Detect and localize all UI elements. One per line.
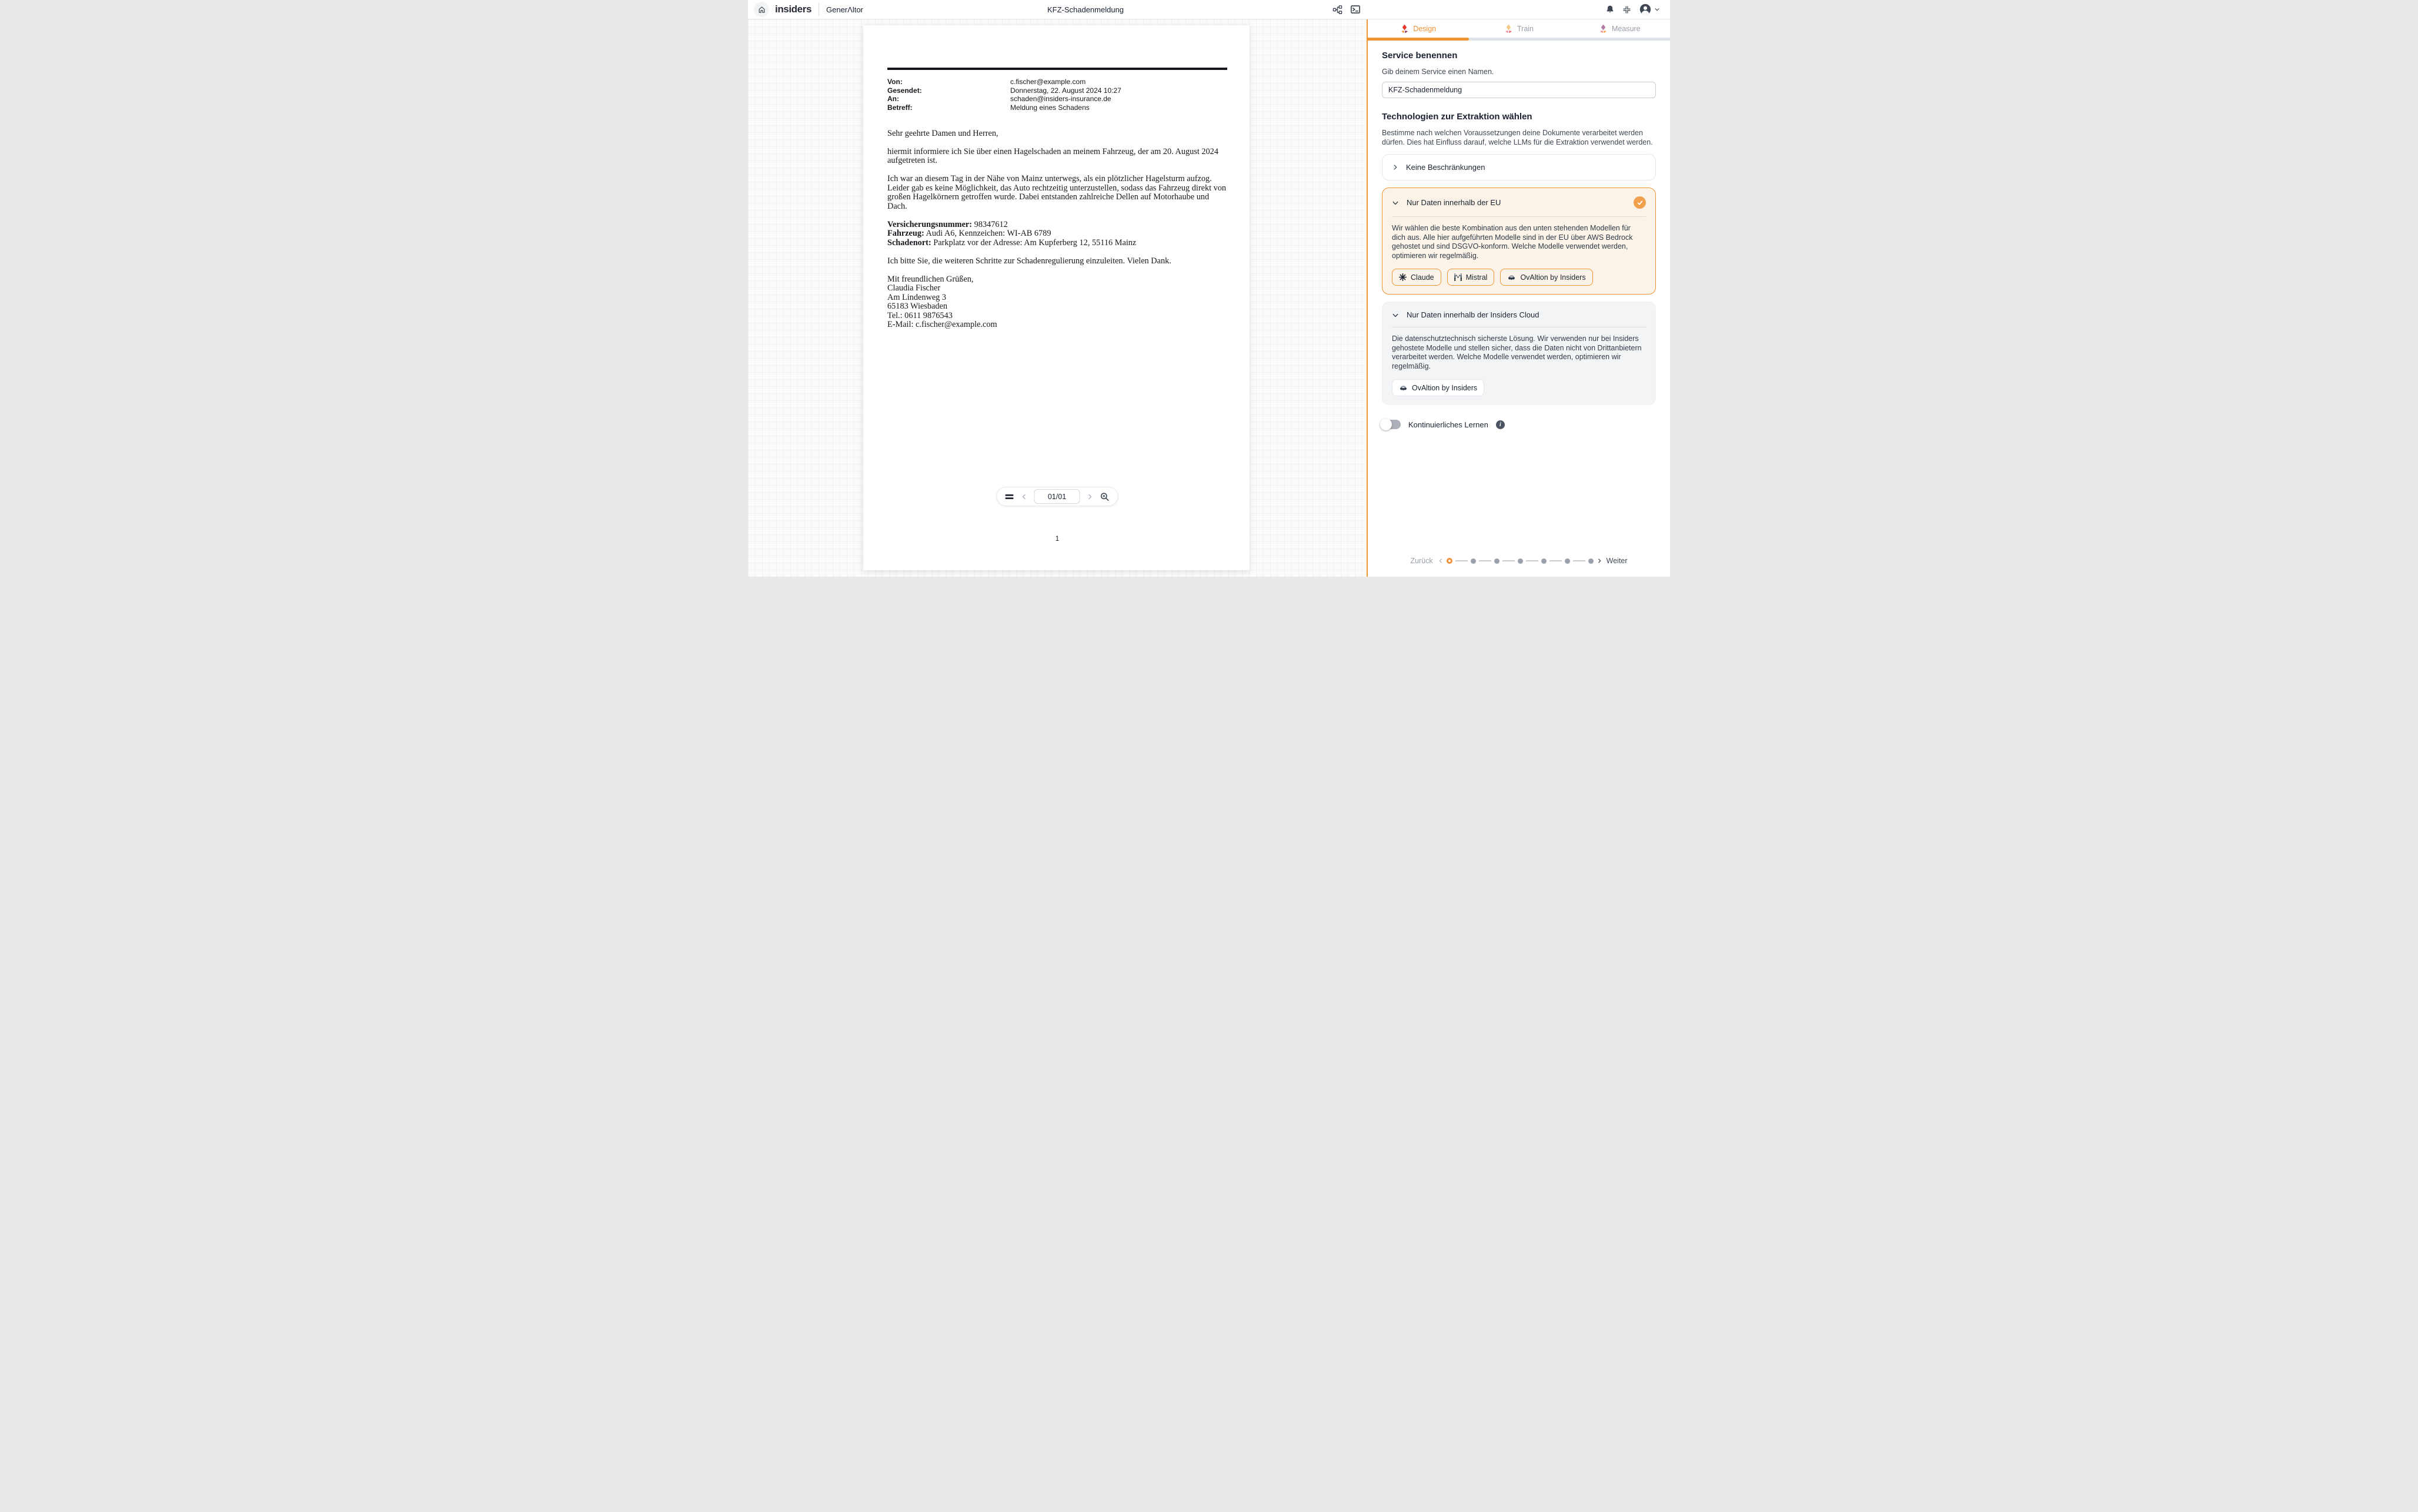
detail-value: Audi A6, Kennzeichen: WI-AB 6789 xyxy=(926,229,1051,239)
zoom-in-icon xyxy=(1100,492,1110,501)
signature-line: 65183 Wiesbaden xyxy=(887,302,947,312)
continuous-learning-row xyxy=(1382,420,1656,429)
tab-label: Train xyxy=(1517,24,1534,33)
model-chip-ovaltion[interactable] xyxy=(1392,379,1484,396)
signature-block xyxy=(887,275,1227,330)
tab-label: Measure xyxy=(1612,24,1641,33)
option-label: Nur Daten innerhalb der EU xyxy=(1407,198,1501,207)
step-dot xyxy=(1471,558,1476,564)
flower-logo-icon xyxy=(1599,24,1608,34)
tab-train[interactable] xyxy=(1468,19,1569,38)
chevron-right-icon[interactable] xyxy=(1597,558,1602,564)
salutation: Sehr geehrte Damen und Herren, xyxy=(887,128,998,138)
model-chip-mistral[interactable] xyxy=(1447,269,1495,286)
paragraph: hiermit informiere ich Sie über einen Hagelschaden an meinem Fahrzeug, der am 20. August 2024 aufgetreten ist. xyxy=(887,146,1218,166)
document-workspace xyxy=(748,19,1367,577)
option-cloud-description: Die datenschutztechnisch sicherste Lösung. Wir verwenden nur bei Insiders gehostete Modelle und stellen sicher, dass die Daten nicht von Drittanbietern verarbeitet werden. Welche Modelle verwendet werden, optimieren wir regelmäßig. xyxy=(1392,334,1642,370)
email-header-label: An: xyxy=(887,95,899,103)
paragraph: Ich war an diesem Tag in der Nähe von Mainz unterwegs, als ein plötzlicher Hagelsturm aufzog. Leider gab es keine Möglichkeit, das Auto rechtzeitig unterzustellen, sodass das Fahrzeug direkt von großen Hagelkörnern getroffen wurde. Dabei entstanden zahlreiche Dellen auf Motorhaube und Dach. xyxy=(887,174,1227,211)
back-button[interactable]: Zurück xyxy=(1410,557,1433,565)
model-chip-ovaltion[interactable] xyxy=(1500,269,1592,286)
bell-icon xyxy=(1605,5,1615,14)
option-eu-only xyxy=(1382,188,1656,295)
page-menu-button[interactable] xyxy=(1006,493,1014,500)
card-divider xyxy=(1392,216,1646,217)
terminal-button[interactable] xyxy=(1350,4,1361,15)
model-chip-claude[interactable] xyxy=(1392,269,1441,286)
wizard-footer xyxy=(1368,557,1670,577)
selected-check-badge xyxy=(1634,196,1646,209)
option-label: Keine Beschränkungen xyxy=(1406,163,1485,172)
info-icon[interactable]: i xyxy=(1496,420,1505,429)
tech-subtitle: Bestimme nach welchen Voraussetzungen deine Dokumente verarbeitet werden dürfen. Dies hat Einfluss darauf, welche LLMs für die Extraktion verwendet werden. xyxy=(1382,129,1653,146)
option-label: Nur Daten innerhalb der Insiders Cloud xyxy=(1407,310,1539,319)
collapse-icon xyxy=(1622,5,1631,14)
step-connector xyxy=(1573,560,1585,561)
signature-line: Tel.: 0611 9876543 xyxy=(887,310,953,320)
step-connector xyxy=(1526,560,1538,561)
detail-label: Versicherungsnummer: xyxy=(887,219,973,229)
detail-value: 98347612 xyxy=(974,219,1008,229)
model-label: Claude xyxy=(1411,273,1434,282)
ovaltion-icon xyxy=(1399,383,1408,392)
ovaltion-icon xyxy=(1507,273,1516,282)
option-insiders-cloud xyxy=(1382,302,1656,405)
flower-logo-icon xyxy=(1504,24,1513,34)
page-indicator[interactable]: 01/01 xyxy=(1034,489,1080,504)
email-header-value: c.fischer@example.com xyxy=(1010,78,1086,86)
home-icon xyxy=(758,6,766,14)
step-dot xyxy=(1494,558,1499,564)
step-current xyxy=(1447,558,1452,564)
email-header-value: Donnerstag, 22. August 2024 10:27 xyxy=(1010,86,1121,95)
notifications-button[interactable] xyxy=(1605,5,1615,14)
tab-measure[interactable] xyxy=(1569,19,1670,38)
chevron-left-icon xyxy=(1021,493,1028,500)
config-panel xyxy=(1367,19,1670,577)
email-header xyxy=(887,78,1227,112)
home-button[interactable] xyxy=(754,2,769,17)
previous-page-button[interactable] xyxy=(1021,493,1028,500)
terminal-icon xyxy=(1350,4,1361,15)
step-connector xyxy=(1502,560,1515,561)
service-heading: Service benennen xyxy=(1382,51,1458,61)
tab-active-underline xyxy=(1368,38,1469,41)
detail-value: Parkplatz vor der Adresse: Am Kupferberg 12, 55116 Mainz xyxy=(933,237,1137,247)
app-window xyxy=(748,0,1670,577)
option-eu-header[interactable] xyxy=(1392,196,1646,209)
avatar-icon xyxy=(1639,3,1652,16)
chevron-right-icon xyxy=(1392,164,1398,170)
toggle-knob xyxy=(1380,419,1392,430)
chevron-right-icon xyxy=(1087,493,1094,500)
email-header-label: Betreff: xyxy=(887,103,913,112)
workflow-button[interactable] xyxy=(1332,5,1342,15)
next-page-button[interactable] xyxy=(1087,493,1094,500)
tech-heading: Technologien zur Extraktion wählen xyxy=(1382,112,1532,122)
email-header-label: Gesendet: xyxy=(887,86,922,95)
panel-tabs xyxy=(1368,19,1670,38)
step-dot xyxy=(1565,558,1570,564)
email-header-value: Meldung eines Schadens xyxy=(1010,103,1090,112)
option-cloud-header[interactable] xyxy=(1392,310,1646,319)
detail-label: Schadenort: xyxy=(887,237,931,247)
tab-label: Design xyxy=(1413,24,1437,33)
continuous-learning-toggle[interactable] xyxy=(1382,420,1401,429)
signature-line: Claudia Fischer xyxy=(887,283,941,293)
page-toolbar xyxy=(997,487,1118,506)
service-subtitle: Gib deinem Service einen Namen. xyxy=(1382,68,1494,76)
menu-icon xyxy=(1006,493,1014,500)
email-header-value: schaden@insiders-insurance.de xyxy=(1010,95,1111,103)
email-body xyxy=(887,129,1227,330)
document-rule xyxy=(887,68,1227,70)
step-dot xyxy=(1518,558,1523,564)
chevron-left-icon[interactable] xyxy=(1438,558,1444,564)
claude-icon xyxy=(1399,273,1407,281)
step-connector xyxy=(1455,560,1468,561)
flower-logo-icon xyxy=(1400,24,1409,34)
step-dot xyxy=(1588,558,1594,564)
signature-line: Mit freundlichen Grüßen, xyxy=(887,274,974,284)
tab-design[interactable] xyxy=(1368,19,1468,38)
workflow-icon xyxy=(1332,5,1342,15)
model-label: OvAltion by Insiders xyxy=(1520,273,1586,282)
step-dot xyxy=(1541,558,1547,564)
zoom-button[interactable] xyxy=(1100,492,1110,501)
check-icon xyxy=(1637,199,1644,206)
service-name-input[interactable] xyxy=(1382,82,1656,98)
step-connector xyxy=(1549,560,1562,561)
option-eu-description: Wir wählen die beste Kombination aus den unten stehenden Modellen für dich aus. Alle hier aufgeführten Modelle sind in der EU über AWS Bedrock gehostet und sind DSGVO-konform. Welche Modelle verwendet werden, optimieren wir regelmäßig. xyxy=(1392,224,1633,260)
next-button[interactable]: Weiter xyxy=(1606,557,1628,565)
collapse-button[interactable] xyxy=(1622,5,1631,14)
page-number: 1 xyxy=(1055,536,1060,543)
mistral-icon xyxy=(1454,273,1462,281)
tab-underline-track xyxy=(1368,38,1670,41)
page-title: KFZ-Schadenmeldung xyxy=(1047,5,1124,14)
model-label: OvAltion by Insiders xyxy=(1412,383,1478,392)
claim-details xyxy=(887,220,1227,248)
model-label: Mistral xyxy=(1465,273,1488,282)
account-menu[interactable] xyxy=(1639,3,1661,16)
toggle-label: Kontinuierliches Lernen xyxy=(1408,420,1488,429)
insiders-logo: insiders xyxy=(775,4,811,15)
option-no-restrictions[interactable] xyxy=(1382,154,1656,180)
chevron-down-icon xyxy=(1654,6,1661,13)
signature-line: E-Mail: c.fischer@example.com xyxy=(887,320,997,330)
closing: Ich bitte Sie, die weiteren Schritte zur Schadenregulierung einzuleiten. Vielen Dank. xyxy=(887,256,1171,266)
step-connector xyxy=(1479,560,1491,561)
product-name: GenerΛltor xyxy=(826,5,863,14)
chevron-down-icon xyxy=(1392,312,1399,319)
signature-line: Am Lindenweg 3 xyxy=(887,292,947,302)
topbar xyxy=(748,0,1670,19)
email-header-label: Von: xyxy=(887,78,903,86)
chevron-down-icon xyxy=(1392,199,1399,206)
detail-label: Fahrzeug: xyxy=(887,229,924,239)
